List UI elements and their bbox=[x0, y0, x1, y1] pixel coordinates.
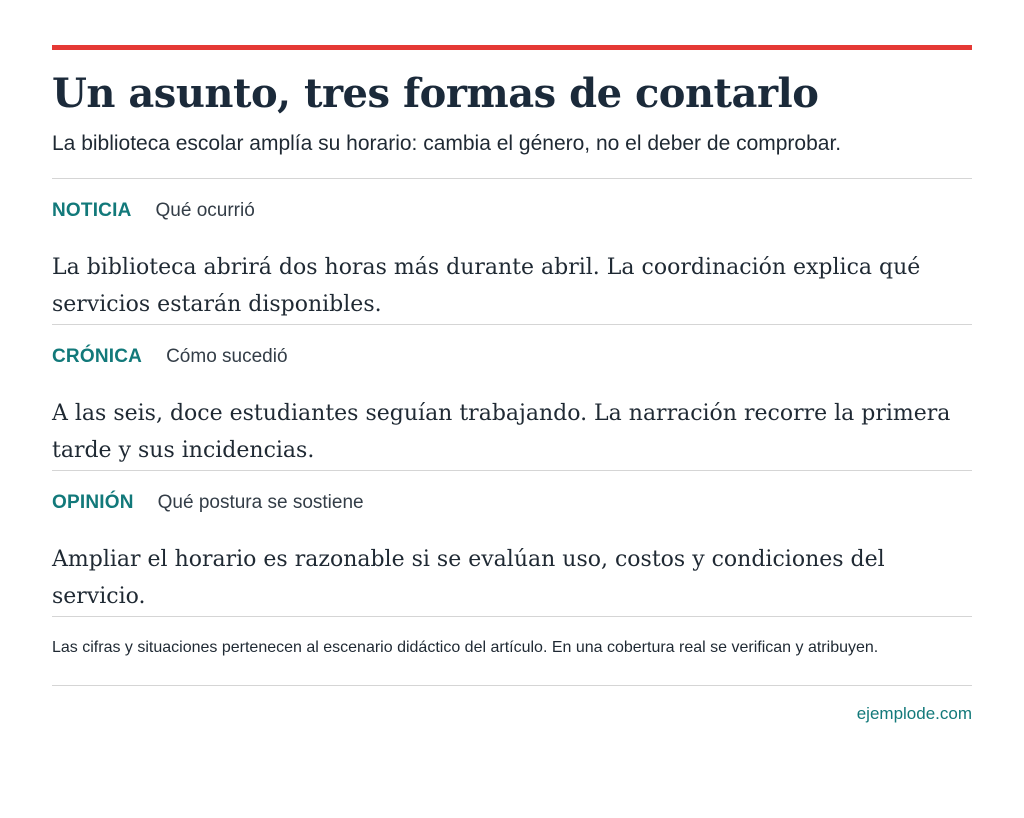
section-header bbox=[52, 492, 972, 516]
page-subtitle: La biblioteca escolar amplía su horario: cambia el género, no el deber de comprobar. bbox=[52, 132, 842, 155]
section-noticia bbox=[52, 179, 972, 324]
accent-bar bbox=[52, 45, 972, 50]
section-body: A las seis, doce estudiantes seguían trabajando. La narración recorre la primera tarde y sus incidencias. bbox=[52, 401, 951, 463]
page-title: Un asunto, tres formas de contarlo bbox=[52, 70, 819, 117]
section-opinion bbox=[52, 471, 972, 616]
section-cronica bbox=[52, 325, 972, 470]
section-label: OPINIÓN bbox=[52, 492, 134, 513]
section-body: La biblioteca abrirá dos horas más durante abril. La coordinación explica qué servicios estarán disponibles. bbox=[52, 255, 921, 317]
section-body: Ampliar el horario es razonable si se evalúan uso, costos y condiciones del servicio. bbox=[52, 547, 885, 609]
footnote: Las cifras y situaciones pertenecen al escenario didáctico del artículo. En una cobertura real se verifican y atribuyen. bbox=[52, 639, 879, 656]
section-label: CRÓNICA bbox=[52, 346, 143, 367]
section-label: NOTICIA bbox=[52, 200, 132, 221]
divider bbox=[52, 685, 972, 686]
section-kicker: Cómo sucedió bbox=[166, 346, 288, 367]
article-card bbox=[52, 45, 972, 724]
section-kicker: Qué postura se sostiene bbox=[157, 492, 364, 513]
section-header bbox=[52, 200, 972, 224]
section-header bbox=[52, 346, 972, 370]
source-credit: ejemplode.com bbox=[856, 704, 972, 723]
section-kicker: Qué ocurrió bbox=[155, 200, 255, 221]
